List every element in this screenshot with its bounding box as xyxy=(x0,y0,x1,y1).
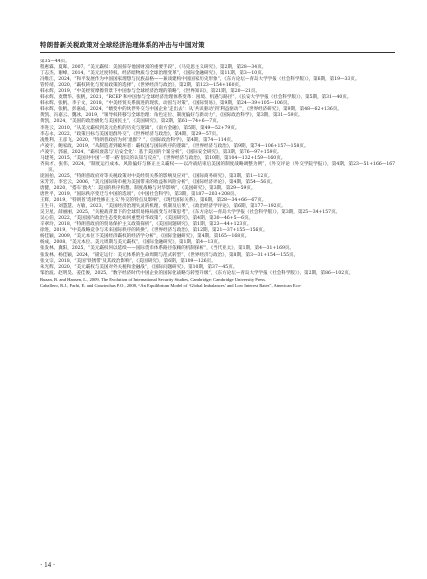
reference-entry: 韩永辉，2019，“中美经贸摩擦背景下中国参与全球经济治理的策略”，《世界知识》，第21期，第20—21页。 xyxy=(40,89,260,95)
reference-entry: 庞国拍，2025，“特朗普政府对等关税政策对中美经贸关系的影响及应对”，《国际商务研究》，第3期，第1—12页。 xyxy=(40,173,273,179)
reference-entry: Caballero, R.J., Farhi, E. and Gourinchas P.O., 2008, “An Equilibrium Model of ‘Global Imbalances’ and Low Interest Rates”, American Eco- xyxy=(40,282,302,288)
reference-entry: 朱光辉，2020，“美元霸权与美国对外关税和金融战”，《国际问题研究》，第10期，第37—45页。 xyxy=(40,264,238,270)
reference-entry: 张文宗，2018，“美国‘铁锈带’及其政治影响”，《美国研究》，第6期，第109—126页。 xyxy=(40,258,216,264)
reference-entry: 凌胜利、王彦飞，2020，“特朗普政府为何‘退群’？”，《国际政治科学》，第4期，第74—114页。 xyxy=(40,137,236,143)
reference-entry: 黄凯、冯嘉云、魏冰，2019，“领导权转移与全球治理：角色定位、制度偏好与新动力”，《国际政治科学》，第3期，第31—59页。 xyxy=(40,113,303,119)
reference-entry: 丁志杰、谢峰，2014，“美元过度特权、经济暗物质与全球治理变革”，《国际金融研究》，第11期，第3—10页。 xyxy=(40,71,267,77)
running-header: 特朗普新关税政策对全球经济治理体系的冲击与中国对策 xyxy=(40,41,205,49)
reference-entry: 唐健，2020，“搭车‘救火’：美国的秩序构想、制度战略与对华影响”，《美国研究》，第3期，第29—59页。 xyxy=(40,185,256,191)
reference-entry: 第35—44页。 xyxy=(40,59,70,64)
reference-entry: 张发林、冀阳，2025，“美元霸权何以延续——国际货币体系路径依赖的机制探析”，《当代亚太》，第1期，第4—31+169页。 xyxy=(40,246,294,252)
reference-entry: 杨佳颖，2009，“美元本位下美国经济霸权的经济学分析”，《国际金融研究》，第4期，第165—168页。 xyxy=(40,234,250,240)
reference-entry: 齐尚才、张伟，2024，“制度运行成本、风险偏好与修正主义霸权——以冷战结束后美国的制度战略调整为例”，《外交评论（外交学院学报）》，第4期，第23—51+166—167页。 xyxy=(40,161,395,173)
reference-entry: 宋芳芳、李宏云，2006，“美元国际铸币税为美国带来的收益和风险分析”，《国际经济评论》，第4期，第54—56页。 xyxy=(40,179,276,185)
reference-entry: 黄凯，2024，“美国的政治极化与美国民主”，《美国研究》，第2期，第61—74+6—7页。 xyxy=(40,119,222,125)
reference-entry: Buzan, B. and Hansen, L., 2009, The Evolution of International Security Studies, Cambridge: Cambridge University Press. xyxy=(40,276,267,282)
reference-entry: 李志永，2022，“政策目标与美国退群外交”，《世界经济与政治》，第4期，第29—57页。 xyxy=(40,131,221,137)
reference-entry: 王生升、刘慧慧、方敏，2023，“美国经济治理失灵的机理、机制及后果”，《政治经济学评论》，第6期，第177—192页。 xyxy=(40,204,286,210)
reference-entry: 卢凌宇、郭嘉，2024，“霸权衰落与‘后安全化’：基于美国的个案分析”，《国际安全研究》，第3期，第76—97+159页。 xyxy=(40,149,282,155)
reference-list xyxy=(40,59,395,559)
reference-entry: 王辉，2019，“特朗普‘选择性修正主义’外交的特点及影响”，《现代国际关系》，第6期，第28—34+66—67页。 xyxy=(40,198,267,204)
reference-entry: 冯维江，2024，“和平发展作为中国国家理想与民族品格——兼谈建构中国国家历史形象”，《东方论坛—青岛大学学报（社会科学版）》，第6期，第19—33页。 xyxy=(40,77,360,83)
reference-entry: 马建英，2015，“美国对中国‘一带一路’倡议的认知与反应”，《世界经济与政治》，第10期，第104—132+159—160页。 xyxy=(40,155,286,161)
reference-entry: 辛翠玲，2018，“特朗普政府的贸易保护主义政策探析”，《美国问题研究》，第1期，第23—44+123页。 xyxy=(40,222,252,228)
reference-entry: 韩永辉、张帆、李子文，2018，“中美经贸关系演进的现状、动因与对策”，《国际贸易》，第9期，第24—39+105—106页。 xyxy=(40,101,292,107)
page-number: · 14 · xyxy=(40,561,56,569)
reference-entry: 徐进，2019，“中美战略竞争与未来国际秩序的转换”，《世界经济与政治》，第12期，第21—37+155—156页。 xyxy=(40,228,268,234)
reference-entry: 韩永辉、麦缵华、张帆，2021，“RCEP 和中国参与全球经济治理体系变革：困境、机遇与路径”，《长安大学学报（社会科学版）》，第5期，第31—40页。 xyxy=(40,95,352,101)
reference-entry: 张发林、杨佳颖，2024，“锚定运行：美元体系的生命周期与范式转型”，《世界经济与政治》，第8期，第3—31+154—155页。 xyxy=(40,252,299,258)
reference-entry: 唐世平，2019，“国际秩序变迁与中国的选项”，《中国社会科学》，第3期，第187—203+208页。 xyxy=(40,192,240,198)
header-rule xyxy=(40,52,395,53)
reference-entry: 卢凌宇、鲍家政，2019，“从制造者到破坏者：霸权国与国际秩序的逻辑”，《世界经济与政治》，第9期，第74—106+157—158页。 xyxy=(40,143,309,149)
reference-entry: 吴卫星、薛丽丽，2025，“关税战背景下的全球贸易格局演变与对策思考”，《东方论坛—青岛大学学报（社会科学版）》，第3期，第25—34+157页。 xyxy=(40,210,341,216)
reference-entry: 邹治波、赵明昊、姜佳俊，2025，“数字经济时代中国企业的国际化战略与转型升级”，《东方论坛—青岛大学学报（社会科学版）》，第2期，第86—102页。 xyxy=(40,270,354,276)
reference-entry: 杨成，2008，“美元本位、美元周期与美元霸权”，《国际金融研究》，第1期，第4—13页。 xyxy=(40,240,223,246)
reference-entry: 管传靖，2020，“霸权转化与贸易政策的选择”，《世界经济与政治》，第2期，第123—154+160页。 xyxy=(40,83,244,89)
reference-entry: 程惠霖、夏晖，2007，“美元霸权：美国掠夺他国财富的重要手段”，《马克思主义研究》，第2期，第28—34页。 xyxy=(40,65,267,71)
reference-entry: 李进云，2010，“从美元霸权到美元危机的历史与逻辑”，《南方金融》，第5期，第49—52+79页。 xyxy=(40,125,240,131)
reference-entry: 吴心伯，2022，“美国国内政治生态变化如何重塑对华政策”，《美国研究》，第4期，第30—46+5—6页。 xyxy=(40,216,254,222)
reference-entry: 韩永辉、张帆、彭嘉成，2024，“嬗变中的伙伴外交与中国企业‘走出去’：从‘共识驱动’到‘利益驱动’”，《世界经济研究》，第9期，第48—62+136页。 xyxy=(40,107,342,113)
